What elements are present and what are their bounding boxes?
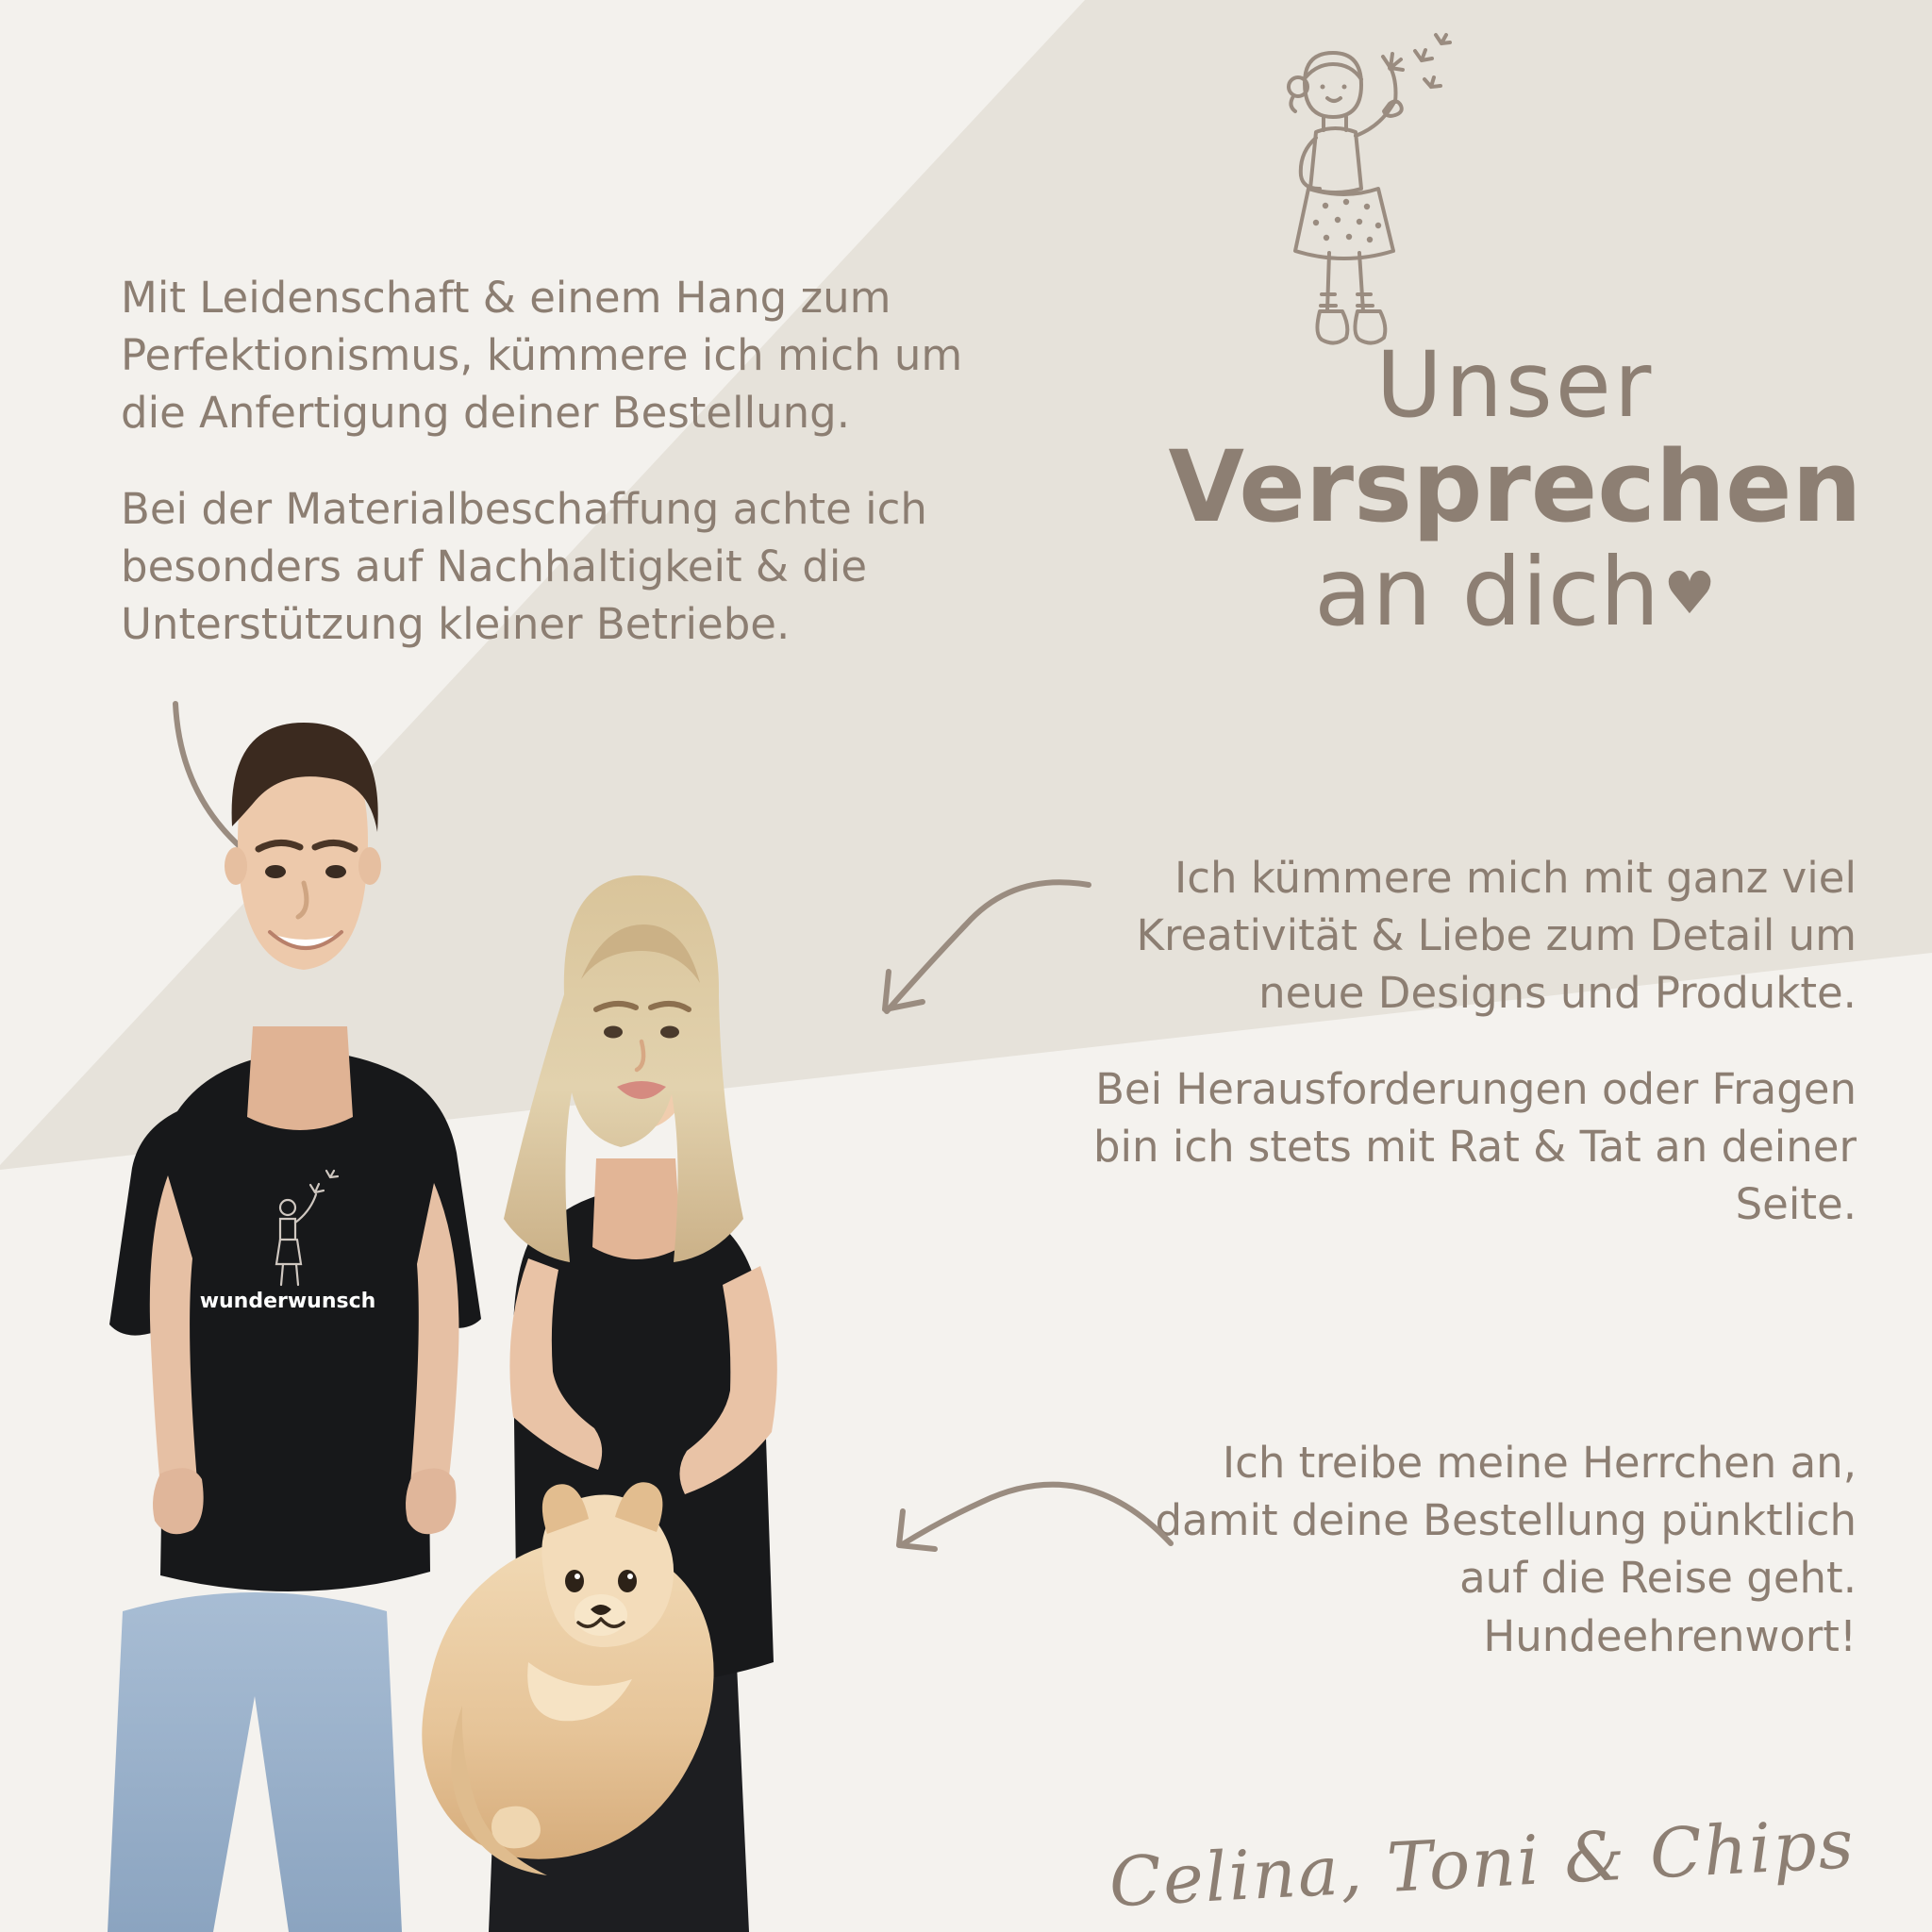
text-block-right-upper: [1074, 849, 1857, 1233]
paragraph-right-2: Bei Herausforderungen oder Fragen bin ich stets mit Rat & Tat an deiner Seite.: [1092, 1063, 1857, 1229]
paragraph-right-1: Ich kümmere mich mit ganz viel Kreativität & Liebe zum Detail um neue Designs und Produkte.: [1136, 853, 1857, 1019]
headline-line-2: Versprechen: [1168, 429, 1862, 544]
text-block-right-lower: [1140, 1434, 1857, 1665]
signature: Celina, Toni & Chips: [1107, 1804, 1857, 1923]
shirt-print-label: wunderwunsch: [199, 1290, 376, 1313]
team-photo: [57, 583, 924, 1932]
paragraph-right-3: Ich treibe meine Herrchen an, damit deine Bestellung pünktlich auf die Reise geht. Hundeehrenwort!: [1155, 1438, 1857, 1661]
headline-line-3: [1166, 537, 1864, 648]
paragraph-left-1: Mit Leidenschaft & einem Hang zum Perfektionismus, kümmere ich mich um die Anfertigung deiner Bestellung.: [121, 273, 963, 439]
heart-icon: ♥: [1663, 558, 1716, 628]
headline-line-3-text: an dich: [1314, 537, 1660, 648]
curved-arrow-icon-bottom: [891, 1453, 1174, 1566]
paragraph-left-2: Bei der Materialbeschaffung achte ich besonders auf Nachhaltigkeit & die Unterstützung kleiner Betriebe.: [121, 483, 927, 649]
headline: [1166, 332, 1864, 648]
headline-line-1: Unser: [1375, 332, 1655, 438]
